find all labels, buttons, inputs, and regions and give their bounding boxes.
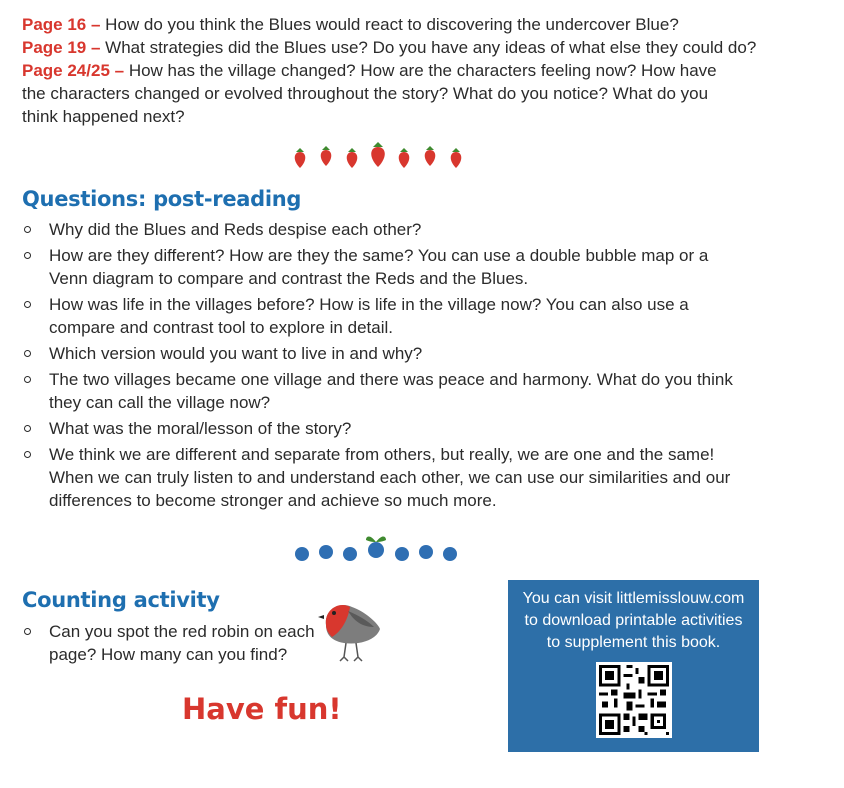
blueberry-icon (343, 547, 357, 561)
blueberry-icon (419, 545, 433, 559)
strawberry-icon (371, 142, 385, 167)
qr-code-icon (596, 662, 672, 738)
page-reference: Page 16 – (22, 15, 106, 34)
list-item: How was life in the villages before? How is life in the village now? You can also use a compare and contrast tool to explore in detail. (22, 293, 822, 339)
reading-questions (22, 13, 822, 128)
question-line: think happened next? (22, 107, 185, 126)
blueberry-icon (443, 547, 457, 561)
question-page-24-25: Page 24/25 – How has the village changed? How are the characters feeling now? How have (22, 61, 717, 80)
list-item: How are they different? How are they the same? You can use a double bubble map or a Venn diagram to compare and contrast the Reds and the Blues. (22, 244, 822, 290)
strawberry-icon (425, 146, 436, 166)
counting-activity-list (22, 620, 322, 669)
blueberry-divider-icon (292, 530, 464, 564)
strawberry-icon (399, 148, 410, 168)
strawberry-icon (295, 148, 306, 168)
page-reference: Page 24/25 – (22, 61, 129, 80)
list-item: We think we are different and separate from others, but really, we are one and the same! When we can truly listen to and understand each other, we can use our similarities and our differences to become stronger and achieve so much more. (22, 443, 822, 512)
blueberry-icon (295, 547, 309, 561)
promo-line: to supplement this book. (546, 634, 721, 651)
question-line: the characters changed or evolved throughout the story? What do you notice? What do you (22, 84, 709, 103)
robin-icon (318, 595, 386, 665)
strawberry-icon (321, 146, 332, 166)
page-reference: Page 19 – (22, 38, 106, 57)
question-page-19: Page 19 – What strategies did the Blues use? Do you have any ideas of what else they could do? (22, 38, 757, 57)
promo-box (508, 580, 759, 752)
list-item: The two villages became one village and there was peace and harmony. What do you think they can call the village now? (22, 368, 822, 414)
list-item: Which version would you want to live in and why? (22, 342, 822, 365)
post-reading-list (22, 218, 822, 515)
blueberry-icon (366, 537, 386, 559)
strawberry-divider-icon (288, 140, 468, 174)
list-item: Why did the Blues and Reds despise each other? (22, 218, 822, 241)
counting-activity-heading: Counting activity (22, 588, 220, 612)
promo-line: to download printable activities (524, 612, 743, 629)
post-reading-heading: Questions: post-reading (22, 187, 302, 211)
blueberry-icon (395, 547, 409, 561)
promo-line: You can visit littlemisslouw.com (522, 590, 745, 607)
have-fun-text: Have fun! (182, 692, 342, 726)
list-item: Can you spot the red robin on each page? How many can you find? (22, 620, 322, 666)
question-page-16: Page 16 – How do you think the Blues would react to discovering the undercover Blue? (22, 15, 679, 34)
blueberry-icon (319, 545, 333, 559)
list-item: What was the moral/lesson of the story? (22, 417, 822, 440)
strawberry-icon (451, 148, 462, 168)
strawberry-icon (347, 148, 358, 168)
